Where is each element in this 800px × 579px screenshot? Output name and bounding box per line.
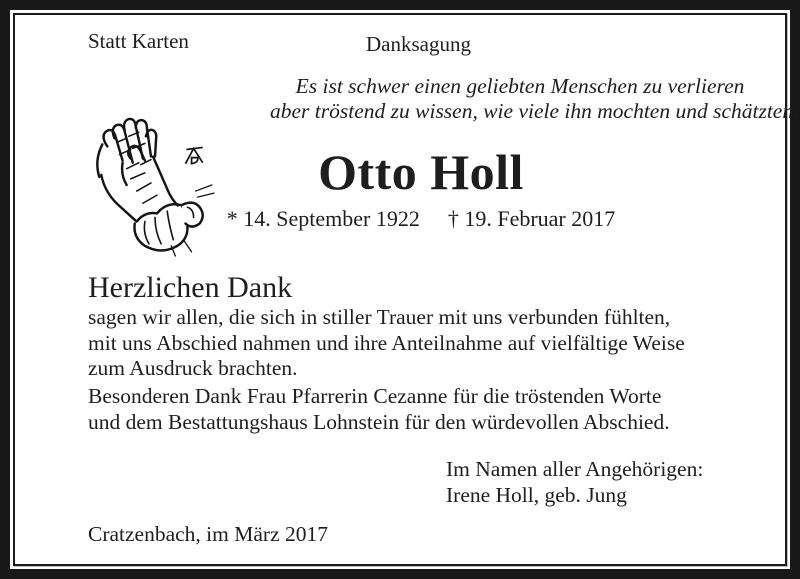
- epigraph-line-2: aber tröstend zu wissen, wie viele ihn mochten und schätzten.: [270, 99, 799, 123]
- thanks-paragraph-2-line-2: und dem Bestattungshaus Lohnstein für den würdevollen Abschied.: [88, 409, 670, 434]
- closing-line-1: Im Namen aller Angehörigen:: [446, 457, 704, 481]
- closing-block: [446, 457, 703, 508]
- thanks-paragraph-2: [88, 384, 670, 435]
- statt-karten-note: Statt Karten: [88, 29, 189, 53]
- thanks-paragraph-1-line-2: mit uns Abschied nahmen und ihre Anteilnahme auf vielfältige Weise: [88, 330, 685, 355]
- danksagung-title: Danksagung: [366, 32, 471, 56]
- thanks-paragraph-1: [88, 305, 685, 382]
- thanks-paragraph-1-line-3: zum Ausdruck brachten.: [88, 356, 298, 380]
- deceased-name: Otto Holl: [318, 144, 524, 200]
- durer-monogram-icon: [185, 147, 202, 163]
- thanks-paragraph-2-line-1: Besonderen Dank Frau Pfarrerin Cezanne für die tröstenden Worte: [88, 384, 662, 408]
- closing-line-2: Irene Holl, geb. Jung: [446, 482, 627, 507]
- epigraph: [270, 74, 799, 124]
- epigraph-line-1: Es ist schwer einen geliebten Menschen zu verlieren: [295, 74, 745, 98]
- praying-hands-icon: [86, 116, 218, 258]
- place-date: Cratzenbach, im März 2017: [88, 522, 328, 546]
- thanks-heading: Herzlichen Dank: [88, 271, 293, 304]
- death-date: † 19. Februar 2017: [447, 206, 616, 231]
- birth-date: * 14. September 1922: [226, 206, 420, 231]
- thanks-paragraph-1-line-1: sagen wir allen, die sich in stiller Trauer mit uns verbunden fühlten,: [88, 305, 671, 329]
- life-dates: [221, 206, 621, 232]
